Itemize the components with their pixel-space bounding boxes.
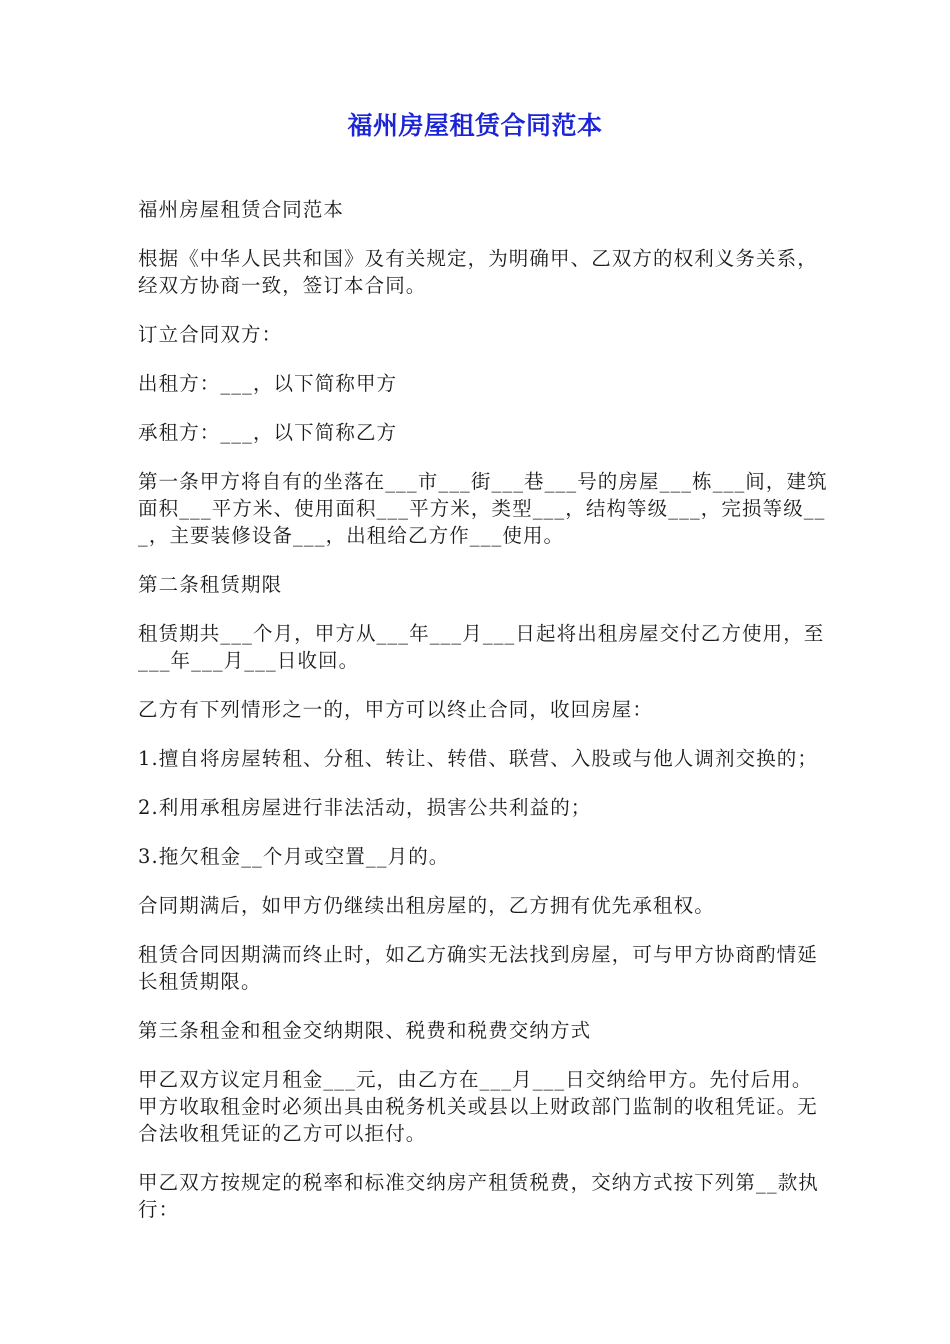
- paragraph-taxes: 甲乙双方按规定的税率和标准交纳房产租赁税费，交纳方式按下列第__款执行：: [138, 1171, 819, 1221]
- paragraph-rent: 甲乙双方议定月租金___元，由乙方在___月___日交纳给甲方。先付后用。甲方收取租金时必须出具由税务机关或县以上财政部门监制的收租凭证。无合法收租凭证的乙方可以拒付。: [138, 1068, 818, 1145]
- paragraph-lease-term: 租赁期共___个月，甲方从___年___月___日起将出租房屋交付乙方使用，至___年___月___日收回。: [138, 622, 825, 672]
- paragraph-lessor: 出租方：___，以下简称甲方: [138, 372, 398, 395]
- paragraph-article-1: 第一条甲方将自有的坐落在___市___街___巷___号的房屋___栋___间，建筑面积___平方米、使用面积___平方米，类型___，结构等级___，完损等级___，主要装修设备___，出租给乙方作___使用。: [138, 470, 828, 547]
- paragraph-termination-item-3: 3.拖欠租金__个月或空置__月的。: [138, 845, 450, 868]
- paragraph-termination-item-2: 2.利用承租房屋进行非法活动，损害公共利益的；: [138, 796, 592, 819]
- paragraph-lessee: 承租方：___，以下简称乙方: [138, 421, 398, 444]
- paragraph-article-2-heading: 第二条租赁期限: [138, 573, 283, 596]
- paragraph-preamble: 根据《中华人民共和国》及有关规定，为明确甲、乙双方的权利义务关系，经双方协商一致，签订本合同。: [138, 247, 818, 297]
- paragraph-extension: 租赁合同因期满而终止时，如乙方确实无法找到房屋，可与甲方协商酌情延长租赁期限。: [138, 943, 818, 993]
- paragraph-parties: 订立合同双方：: [138, 323, 283, 346]
- document-body: [138, 196, 828, 1245]
- paragraph-priority-right: 合同期满后，如甲方仍继续出租房屋的，乙方拥有优先承租权。: [138, 894, 715, 917]
- document-title: 福州房屋租赁合同范本: [347, 111, 603, 140]
- paragraph-termination-intro: 乙方有下列情形之一的，甲方可以终止合同，收回房屋：: [138, 698, 654, 721]
- paragraph-termination-item-1: 1.擅自将房屋转租、分租、转让、转借、联营、入股或与他人调剂交换的；: [138, 747, 819, 770]
- paragraph-heading: 福州房屋租赁合同范本: [138, 198, 345, 221]
- paragraph-article-3-heading: 第三条租金和租金交纳期限、税费和税费交纳方式: [138, 1019, 592, 1042]
